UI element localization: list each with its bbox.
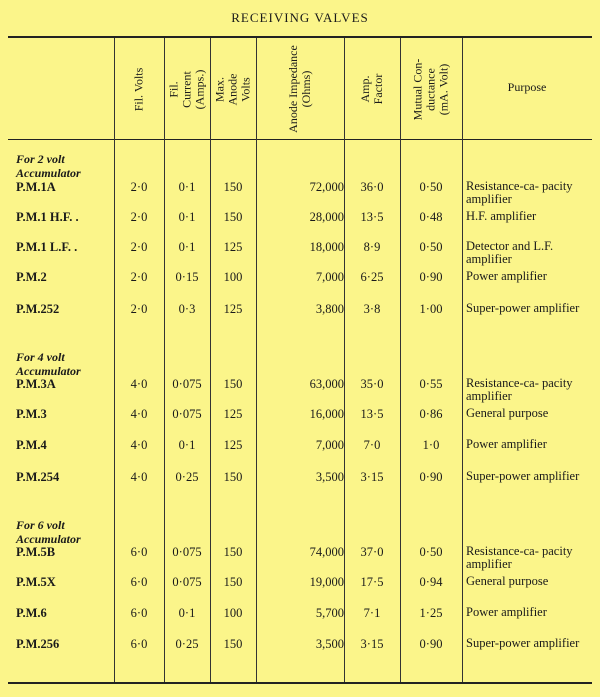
amp-factor: 36·0 [360, 180, 384, 194]
mutual-conductance: 1·25 [419, 606, 443, 620]
mutual-conductance: 0·48 [419, 210, 443, 224]
max-anode-volts: 125 [223, 240, 243, 254]
group-label-2-volt: For 2 volt Accumulator [16, 152, 81, 180]
mutual-conductance: 0·90 [419, 637, 443, 651]
anode-impedance: 3,500 [315, 470, 344, 484]
amp-factor: 6·25 [360, 270, 384, 284]
fil-current: 0·1 [178, 210, 196, 224]
anode-impedance: 3,500 [315, 637, 344, 651]
header-purpose: Purpose [507, 80, 547, 94]
mutual-conductance: 1·00 [419, 302, 443, 316]
fil-volts: 2·0 [130, 180, 148, 194]
header-amp-factor: Amp. Factor [358, 73, 385, 105]
purpose: Super-power amplifier [466, 636, 580, 650]
amp-factor: 17·5 [360, 575, 384, 589]
fil-current: 0·25 [175, 637, 199, 651]
anode-impedance: 16,000 [309, 407, 344, 421]
fil-volts: 2·0 [130, 210, 148, 224]
mutual-conductance: 0·90 [419, 270, 443, 284]
header-anode-impedance: Anode Impedance (Ohms) [286, 45, 313, 133]
anode-impedance: 3,800 [315, 302, 344, 316]
valve-type: P.M.6 [16, 606, 47, 620]
fil-current: 0·15 [175, 270, 199, 284]
header-fil-current: Fil. Current (Amps.) [166, 69, 207, 109]
fil-current: 0·075 [172, 407, 202, 421]
fil-volts: 2·0 [130, 240, 148, 254]
amp-factor: 37·0 [360, 545, 384, 559]
mutual-conductance: 0·55 [419, 377, 443, 391]
fil-volts: 6·0 [130, 637, 148, 651]
valve-type: P.M.254 [16, 470, 60, 484]
mutual-conductance: 0·90 [419, 470, 443, 484]
max-anode-volts: 150 [223, 470, 243, 484]
purpose: General purpose [466, 406, 549, 420]
fil-volts: 6·0 [130, 575, 148, 589]
max-anode-volts: 125 [223, 407, 243, 421]
anode-impedance: 28,000 [309, 210, 344, 224]
mutual-conductance: 0·94 [419, 575, 443, 589]
fil-volts: 4·0 [130, 407, 148, 421]
fil-current: 0·1 [178, 180, 196, 194]
table-title: RECEIVING VALVES [231, 10, 369, 25]
max-anode-volts: 100 [223, 270, 243, 284]
fil-volts: 4·0 [130, 377, 148, 391]
fil-current: 0·1 [178, 606, 196, 620]
max-anode-volts: 150 [223, 545, 243, 559]
valve-type: P.M.1 H.F. . [16, 210, 79, 224]
anode-impedance: 74,000 [309, 545, 344, 559]
max-anode-volts: 100 [223, 606, 243, 620]
max-anode-volts: 150 [223, 210, 243, 224]
max-anode-volts: 150 [223, 575, 243, 589]
header-max-anode-volts: Max. Anode Volts [212, 73, 253, 105]
group-label-6-volt: For 6 volt Accumulator [16, 518, 81, 546]
group-label-4-volt: For 4 volt Accumulator [16, 350, 81, 378]
valve-type: P.M.5B [16, 545, 56, 559]
valve-type: P.M.1A [16, 180, 56, 194]
max-anode-volts: 125 [223, 302, 243, 316]
amp-factor: 8·9 [363, 240, 381, 254]
purpose: Super-power amplifier [466, 469, 580, 483]
purpose: Power amplifier [466, 269, 547, 283]
amp-factor: 7·1 [363, 606, 381, 620]
valve-type: P.M.3A [16, 377, 56, 391]
purpose: Detector and L.F. amplifier [466, 239, 554, 266]
purpose: Resistance-ca- pacity amplifier [466, 179, 573, 206]
purpose: H.F. amplifier [466, 209, 537, 223]
fil-current: 0·3 [178, 302, 196, 316]
purpose: Power amplifier [466, 437, 547, 451]
bottom-rule [8, 682, 592, 684]
fil-current: 0·1 [178, 240, 196, 254]
fil-current: 0·075 [172, 575, 202, 589]
valve-type: P.M.4 [16, 438, 47, 452]
valve-type: P.M.5X [16, 575, 56, 589]
fil-volts: 6·0 [130, 606, 148, 620]
mutual-conductance: 1·0 [422, 438, 440, 452]
max-anode-volts: 150 [223, 637, 243, 651]
fil-volts: 2·0 [130, 270, 148, 284]
valve-type: P.M.1 L.F. . [16, 240, 78, 254]
top-rule [8, 36, 592, 38]
amp-factor: 3·15 [360, 470, 384, 484]
valve-type: P.M.2 [16, 270, 47, 284]
mutual-conductance: 0·50 [419, 240, 443, 254]
amp-factor: 13·5 [360, 407, 384, 421]
valve-type: P.M.252 [16, 302, 60, 316]
anode-impedance: 7,000 [315, 438, 344, 452]
mutual-conductance: 0·50 [419, 545, 443, 559]
fil-current: 0·25 [175, 470, 199, 484]
amp-factor: 3·15 [360, 637, 384, 651]
header-mutual-conductance: Mutual Con- ductance (mA. Volt) [410, 58, 451, 120]
amp-factor: 3·8 [363, 302, 381, 316]
fil-current: 0·075 [172, 377, 202, 391]
anode-impedance: 5,700 [315, 606, 344, 620]
fil-volts: 6·0 [130, 545, 148, 559]
header-fil-volts: Fil. Volts [131, 67, 146, 111]
anode-impedance: 72,000 [309, 180, 344, 194]
anode-impedance: 63,000 [309, 377, 344, 391]
fil-volts: 4·0 [130, 438, 148, 452]
valve-type: P.M.256 [16, 637, 60, 651]
purpose: General purpose [466, 574, 549, 588]
amp-factor: 7·0 [363, 438, 381, 452]
anode-impedance: 7,000 [315, 270, 344, 284]
anode-impedance: 18,000 [309, 240, 344, 254]
amp-factor: 13·5 [360, 210, 384, 224]
amp-factor: 35·0 [360, 377, 384, 391]
anode-impedance: 19,000 [309, 575, 344, 589]
purpose: Power amplifier [466, 605, 547, 619]
purpose: Resistance-ca- pacity amplifier [466, 544, 573, 571]
purpose: Resistance-ca- pacity amplifier [466, 376, 573, 403]
purpose: Super-power amplifier [466, 301, 580, 315]
max-anode-volts: 125 [223, 438, 243, 452]
max-anode-volts: 150 [223, 377, 243, 391]
fil-volts: 4·0 [130, 470, 148, 484]
max-anode-volts: 150 [223, 180, 243, 194]
fil-current: 0·075 [172, 545, 202, 559]
valve-type: P.M.3 [16, 407, 47, 421]
mutual-conductance: 0·50 [419, 180, 443, 194]
fil-volts: 2·0 [130, 302, 148, 316]
mutual-conductance: 0·86 [419, 407, 443, 421]
fil-current: 0·1 [178, 438, 196, 452]
